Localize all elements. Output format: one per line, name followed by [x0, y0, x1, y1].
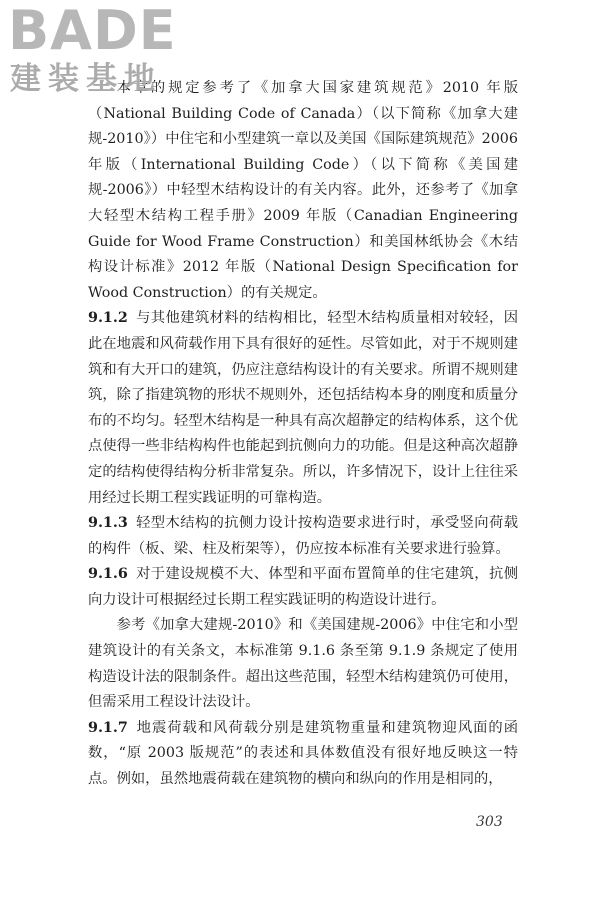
clause-number: 9.1.7 — [88, 719, 128, 736]
paragraph-text: 参考《加拿大建规-2010》和《美国建规-2006》中住宅和小型建筑设计的有关条文，本标准第 9.1.6 条至第 9.1.9 条规定了使用构造设计法的限制条件。超出这些范围，轻型木结构建筑仍可使用，但需采用工程设计法设计。 — [88, 617, 518, 711]
watermark-logo — [8, 0, 183, 99]
clause-text: 对于建设规模不大、体型和平面布置简单的住宅建筑，抗侧向力设计可根据经过长期工程实践证明的构造设计进行。 — [88, 566, 518, 608]
paragraph-reference — [88, 613, 518, 715]
clause-number: 9.1.2 — [88, 310, 128, 327]
clause-text: 地震荷载和风荷载分别是建筑物重量和建筑物迎风面的函数，“原 2003 版规范”的表述和具体数值没有很好地反映这一特点。例如，虽然地震荷载在建筑物的横向和纵向的作用是相同的， — [88, 719, 518, 788]
paragraph-text: 本章的规定参考了《加拿大国家建筑规范》2010 年版（National Building Code of Canada）（以下简称《加拿大建规-2010》）中住宅和小型建筑一章以及美国《国际建筑规范》2006 年版（International Building Code）（以下简称《美国建规-2006》）中轻型木结构设计的有关内容。此外，还参考了《加拿大轻型木结构工程手册》2009 年版（Canadian Engineering Guide for Wood Frame Construction）和美国林纸协会《木结构设计标准》2012 年版（National Design Specification for Wood Construction）的有关规定。 — [88, 80, 518, 301]
clause-9-1-6 — [88, 562, 518, 613]
clause-text: 轻型木结构的抗侧力设计按构造要求进行时，承受竖向荷载的构件（板、梁、柱及桁架等），仍应按本标准有关要求进行验算。 — [88, 515, 518, 557]
clause-9-1-2 — [88, 306, 518, 511]
clause-text: 与其他建筑材料的结构相比，轻型木结构质量相对较轻，因此在地震和风荷载作用下具有很好的延性。尽管如此，对于不规则建筑和有大开口的建筑，仍应注意结构设计的有关要求。所谓不规则建筑，除了指建筑物的形状不规则外，还包括结构本身的刚度和质量分布的不均匀。轻型木结构是一种具有高次超静定的结构体系，这个优点使得一些非结构构件也能起到抗侧向力的功能。但是这种高次超静定的结构使得结构分析非常复杂。所以，许多情况下，设计上往往采用经过长期工程实践证明的可靠构造。 — [88, 310, 518, 506]
clause-9-1-3 — [88, 511, 518, 562]
watermark-logo-text: BADE — [8, 0, 177, 62]
watermark-tagline: 建装基地 — [10, 61, 162, 97]
document-body — [88, 76, 518, 793]
paragraph-intro — [88, 76, 518, 306]
page-number: 303 — [476, 814, 503, 830]
clause-9-1-7 — [88, 716, 518, 793]
clause-number: 9.1.6 — [88, 566, 128, 583]
clause-number: 9.1.3 — [88, 515, 128, 532]
